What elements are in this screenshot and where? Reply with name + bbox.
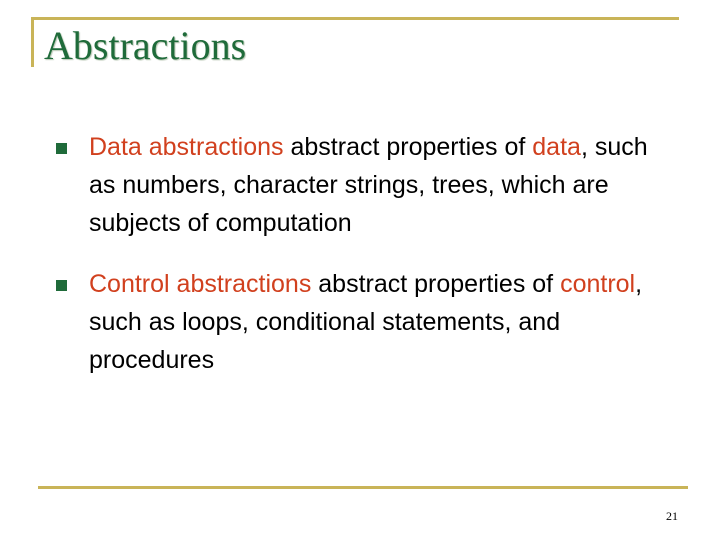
bottom-rule bbox=[38, 486, 688, 489]
page-number: 21 bbox=[666, 509, 678, 523]
bullet-item-control-abstractions bbox=[56, 265, 676, 379]
bullet-term: Data abstractions bbox=[89, 133, 284, 161]
bullet-text: , such as loops, conditional statements, and procedures bbox=[89, 270, 643, 374]
left-rule bbox=[31, 17, 34, 67]
bullet-text: , such as numbers, character strings, trees, which are subjects of computation bbox=[89, 133, 648, 237]
bullet-keyword: data bbox=[532, 133, 581, 161]
bullet-list bbox=[56, 128, 676, 402]
slide-title: Abstractions bbox=[44, 23, 247, 68]
bullet-term: Control abstractions bbox=[89, 270, 312, 298]
top-rule bbox=[31, 17, 679, 20]
bullet-text: abstract properties of bbox=[311, 270, 561, 298]
square-bullet-icon bbox=[56, 143, 67, 154]
bullet-keyword: control bbox=[560, 270, 636, 298]
square-bullet-icon bbox=[56, 280, 67, 291]
bullet-text: abstract properties of bbox=[283, 133, 533, 161]
bullet-item-data-abstractions bbox=[56, 128, 676, 242]
